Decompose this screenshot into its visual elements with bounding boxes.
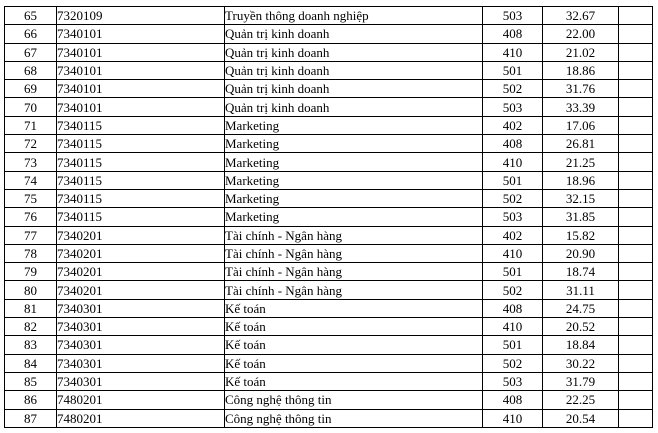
admission-scores-table (4, 6, 653, 428)
note-cell (619, 226, 653, 244)
major-name-cell: Marketing (225, 135, 483, 153)
major-code-cell: 7340101 (57, 25, 225, 43)
major-code-cell: 7340115 (57, 208, 225, 226)
table-row (5, 80, 653, 98)
row-number-cell: 71 (5, 116, 57, 134)
note-cell (619, 409, 653, 427)
score-cell: 20.90 (543, 244, 619, 262)
subject-combination-cell: 410 (483, 244, 543, 262)
row-number-cell: 72 (5, 135, 57, 153)
major-code-cell: 7340301 (57, 372, 225, 390)
row-number-cell: 67 (5, 43, 57, 61)
note-cell (619, 281, 653, 299)
major-name-cell: Kế toán (225, 299, 483, 317)
row-number-cell: 76 (5, 208, 57, 226)
row-number-cell: 66 (5, 25, 57, 43)
note-cell (619, 43, 653, 61)
score-cell: 22.25 (543, 391, 619, 409)
note-cell (619, 391, 653, 409)
score-cell: 18.74 (543, 263, 619, 281)
row-number-cell: 84 (5, 354, 57, 372)
major-name-cell: Kế toán (225, 354, 483, 372)
score-cell: 33.39 (543, 98, 619, 116)
table-row (5, 391, 653, 409)
major-name-cell: Kế toán (225, 318, 483, 336)
table-row (5, 372, 653, 390)
row-number-cell: 77 (5, 226, 57, 244)
score-cell: 22.00 (543, 25, 619, 43)
table-row (5, 281, 653, 299)
note-cell (619, 7, 653, 25)
score-cell: 17.06 (543, 116, 619, 134)
major-code-cell: 7340201 (57, 263, 225, 281)
subject-combination-cell: 408 (483, 391, 543, 409)
major-name-cell: Marketing (225, 208, 483, 226)
note-cell (619, 354, 653, 372)
major-code-cell: 7480201 (57, 409, 225, 427)
major-code-cell: 7340301 (57, 299, 225, 317)
note-cell (619, 318, 653, 336)
score-cell: 32.15 (543, 189, 619, 207)
subject-combination-cell: 408 (483, 135, 543, 153)
major-name-cell: Tài chính - Ngân hàng (225, 244, 483, 262)
subject-combination-cell: 501 (483, 336, 543, 354)
subject-combination-cell: 410 (483, 409, 543, 427)
major-name-cell: Tài chính - Ngân hàng (225, 263, 483, 281)
table-row (5, 61, 653, 79)
subject-combination-cell: 503 (483, 372, 543, 390)
subject-combination-cell: 502 (483, 189, 543, 207)
subject-combination-cell: 410 (483, 43, 543, 61)
major-name-cell: Tài chính - Ngân hàng (225, 226, 483, 244)
subject-combination-cell: 402 (483, 226, 543, 244)
table-row (5, 354, 653, 372)
major-name-cell: Quản trị kinh doanh (225, 43, 483, 61)
table-row (5, 153, 653, 171)
row-number-cell: 85 (5, 372, 57, 390)
major-code-cell: 7340115 (57, 153, 225, 171)
table-row (5, 244, 653, 262)
major-name-cell: Marketing (225, 116, 483, 134)
score-cell: 31.85 (543, 208, 619, 226)
subject-combination-cell: 501 (483, 263, 543, 281)
major-code-cell: 7340115 (57, 116, 225, 134)
subject-combination-cell: 502 (483, 354, 543, 372)
major-name-cell: Quản trị kinh doanh (225, 61, 483, 79)
row-number-cell: 79 (5, 263, 57, 281)
table-row (5, 318, 653, 336)
major-code-cell: 7340101 (57, 98, 225, 116)
major-code-cell: 7340201 (57, 244, 225, 262)
table-row (5, 226, 653, 244)
score-cell: 32.67 (543, 7, 619, 25)
score-cell: 18.86 (543, 61, 619, 79)
major-code-cell: 7340101 (57, 43, 225, 61)
row-number-cell: 80 (5, 281, 57, 299)
score-cell: 31.76 (543, 80, 619, 98)
row-number-cell: 78 (5, 244, 57, 262)
subject-combination-cell: 502 (483, 281, 543, 299)
major-code-cell: 7340301 (57, 318, 225, 336)
major-name-cell: Marketing (225, 189, 483, 207)
row-number-cell: 70 (5, 98, 57, 116)
score-cell: 26.81 (543, 135, 619, 153)
table-row (5, 7, 653, 25)
table-row (5, 336, 653, 354)
row-number-cell: 81 (5, 299, 57, 317)
major-code-cell: 7480201 (57, 391, 225, 409)
table-row (5, 263, 653, 281)
subject-combination-cell: 503 (483, 98, 543, 116)
major-name-cell: Marketing (225, 171, 483, 189)
table-row (5, 25, 653, 43)
major-code-cell: 7340201 (57, 281, 225, 299)
major-code-cell: 7340201 (57, 226, 225, 244)
subject-combination-cell: 503 (483, 208, 543, 226)
score-cell: 31.11 (543, 281, 619, 299)
major-name-cell: Marketing (225, 153, 483, 171)
major-name-cell: Quản trị kinh doanh (225, 80, 483, 98)
note-cell (619, 171, 653, 189)
score-cell: 31.79 (543, 372, 619, 390)
row-number-cell: 68 (5, 61, 57, 79)
score-cell: 18.84 (543, 336, 619, 354)
score-cell: 20.54 (543, 409, 619, 427)
note-cell (619, 263, 653, 281)
major-code-cell: 7340301 (57, 336, 225, 354)
table-row (5, 189, 653, 207)
score-cell: 21.25 (543, 153, 619, 171)
score-cell: 21.02 (543, 43, 619, 61)
row-number-cell: 83 (5, 336, 57, 354)
table-row (5, 171, 653, 189)
note-cell (619, 189, 653, 207)
subject-combination-cell: 408 (483, 25, 543, 43)
table-row (5, 116, 653, 134)
table-row (5, 299, 653, 317)
row-number-cell: 73 (5, 153, 57, 171)
major-name-cell: Truyền thông doanh nghiệp (225, 7, 483, 25)
subject-combination-cell: 501 (483, 61, 543, 79)
major-code-cell: 7340115 (57, 189, 225, 207)
note-cell (619, 153, 653, 171)
subject-combination-cell: 501 (483, 171, 543, 189)
subject-combination-cell: 408 (483, 299, 543, 317)
subject-combination-cell: 402 (483, 116, 543, 134)
major-name-cell: Quản trị kinh doanh (225, 25, 483, 43)
major-code-cell: 7320109 (57, 7, 225, 25)
note-cell (619, 98, 653, 116)
row-number-cell: 69 (5, 80, 57, 98)
table-row (5, 409, 653, 427)
major-code-cell: 7340115 (57, 171, 225, 189)
major-code-cell: 7340101 (57, 80, 225, 98)
major-name-cell: Quản trị kinh doanh (225, 98, 483, 116)
note-cell (619, 25, 653, 43)
subject-combination-cell: 410 (483, 153, 543, 171)
note-cell (619, 208, 653, 226)
major-name-cell: Tài chính - Ngân hàng (225, 281, 483, 299)
row-number-cell: 82 (5, 318, 57, 336)
table-row (5, 208, 653, 226)
subject-combination-cell: 502 (483, 80, 543, 98)
score-cell: 18.96 (543, 171, 619, 189)
major-name-cell: Công nghệ thông tin (225, 391, 483, 409)
major-code-cell: 7340101 (57, 61, 225, 79)
major-name-cell: Kế toán (225, 372, 483, 390)
note-cell (619, 244, 653, 262)
note-cell (619, 299, 653, 317)
row-number-cell: 86 (5, 391, 57, 409)
table-body (5, 7, 653, 428)
score-cell: 15.82 (543, 226, 619, 244)
table-row (5, 43, 653, 61)
major-name-cell: Công nghệ thông tin (225, 409, 483, 427)
note-cell (619, 80, 653, 98)
major-code-cell: 7340301 (57, 354, 225, 372)
note-cell (619, 135, 653, 153)
note-cell (619, 61, 653, 79)
score-cell: 30.22 (543, 354, 619, 372)
row-number-cell: 74 (5, 171, 57, 189)
subject-combination-cell: 503 (483, 7, 543, 25)
score-cell: 20.52 (543, 318, 619, 336)
score-cell: 24.75 (543, 299, 619, 317)
major-name-cell: Kế toán (225, 336, 483, 354)
note-cell (619, 116, 653, 134)
row-number-cell: 75 (5, 189, 57, 207)
subject-combination-cell: 410 (483, 318, 543, 336)
note-cell (619, 336, 653, 354)
table-row (5, 98, 653, 116)
note-cell (619, 372, 653, 390)
table-row (5, 135, 653, 153)
major-code-cell: 7340115 (57, 135, 225, 153)
row-number-cell: 65 (5, 7, 57, 25)
row-number-cell: 87 (5, 409, 57, 427)
